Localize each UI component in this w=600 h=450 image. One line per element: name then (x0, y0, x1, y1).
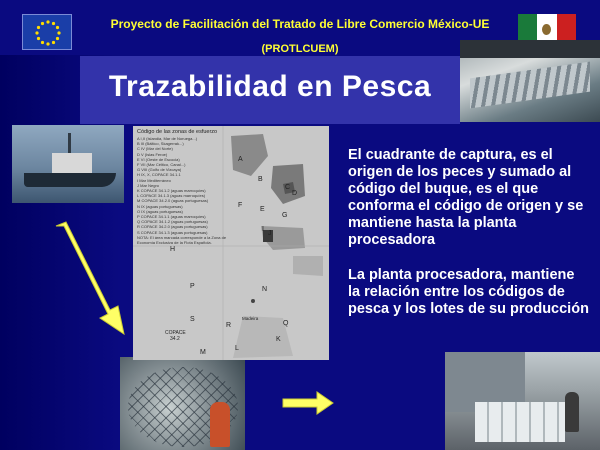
map-legend-item: O IX (aguas portuguesas) (137, 208, 183, 214)
processing-plant-photo (445, 352, 600, 450)
map-zone-label: J (268, 230, 272, 237)
slide-title: Trazabilidad en Pesca (108, 70, 432, 103)
map-legend-item: I Mar Mediterráneo (137, 177, 171, 183)
eu-flag-icon (22, 14, 72, 50)
map-legend-item: A I,II (Islandia, Mar de Noruega...) (137, 136, 198, 141)
map-zone-label: S (190, 316, 195, 323)
map-zone-label: R (226, 322, 232, 329)
map-zone-label: G (282, 212, 288, 219)
map-legend-item: M COPACE 34.2.0 (aguas portuguesas) (137, 198, 209, 204)
map-legend-item: F VII (Mar Céltico, Canal...) (137, 162, 186, 168)
paragraph-catch-quadrant: El cuadrante de captura, es el origen de los peces y sumado al código del buque, es el que conforma el código de origen y se mantiene hasta la planta procesadora (348, 147, 584, 248)
map-zone-label: Q (283, 320, 289, 327)
map-zone-label: F (238, 202, 243, 209)
map-legend-item: Q COPACE 34.1.2 (aguas portuguesas) (137, 219, 208, 225)
map-legend-item: B III (Báltico, Skagerrak...) (137, 141, 184, 147)
map-legend-item: E VI (Oeste de Escocia) (137, 156, 180, 162)
project-acronym: (PROTLCUEM) (261, 43, 339, 55)
fishing-vessel-photo (12, 125, 124, 203)
map-madeira-label: Madeira (242, 316, 259, 321)
eu-stars-icon (23, 15, 73, 51)
project-title: Proyecto de Facilitación del Tratado de Libre Comercio México-UE (110, 17, 490, 31)
map-zone-label: B (258, 176, 263, 183)
map-legend-item: H IX, X, COPACE 34.1.1 (137, 172, 181, 178)
fish-landing-dock-photo (460, 40, 600, 122)
map-legend-item: R COPACE 34.2.0 (aguas portuguesas) (137, 224, 208, 230)
map-zone-label: L (235, 345, 239, 352)
map-zone-label: P (190, 283, 195, 290)
map-zone-label: D (292, 190, 298, 197)
map-zone-label: K (276, 336, 281, 343)
map-zone-label: E (260, 206, 265, 213)
map-legend-item: S COPACE 34.1.3 (aguas portuguesas) (137, 229, 208, 235)
map-legend-item: C IV (Mar del Norte) (137, 146, 173, 152)
map-zone-label: H (170, 246, 176, 253)
map-zone-label: N (262, 286, 268, 293)
map-copace-code-label: 34.2 (170, 336, 180, 342)
map-legend-item: G VIII (Golfo de Vizcaya) (137, 167, 182, 173)
arrow-down-right-icon (48, 222, 130, 337)
map-zone-label: I (262, 226, 264, 233)
map-legend (137, 129, 257, 246)
map-zone-label: A (238, 156, 243, 163)
map-zone-label: M (200, 349, 206, 356)
map-legend-item: K COPACE 34.1.2 (aguas marroquíes) (137, 188, 206, 194)
map-legend-item: N IX (aguas portuguesas) (137, 203, 183, 209)
map-legend-item: L COPACE 34.1.3 (aguas marroquíes) (137, 193, 206, 199)
arrow-right-icon (283, 390, 335, 416)
map-zone-label: C (285, 184, 291, 191)
map-copace-label: COPACE (165, 330, 186, 336)
map-legend-title: Código de las zonas de esfuerzo (137, 129, 218, 135)
map-legend-item: D V (Islas Feroe) (137, 151, 168, 157)
map-legend-item: Economía Exclusiva de la Flota Española. (137, 240, 212, 246)
map-legend-item: P COPACE 34.1.1 (aguas marroquíes) (137, 214, 206, 220)
fish-catch-net-photo (120, 357, 245, 450)
map-legend-item: J Mar Negro (137, 182, 160, 188)
map-legend-item: NOTA: El área marcada corresponde a la Zona de (137, 234, 227, 240)
paragraph-processing-plant: La planta procesadora, mantiene la relación entre los códigos de pesca y los lotes de su producción (348, 267, 589, 317)
